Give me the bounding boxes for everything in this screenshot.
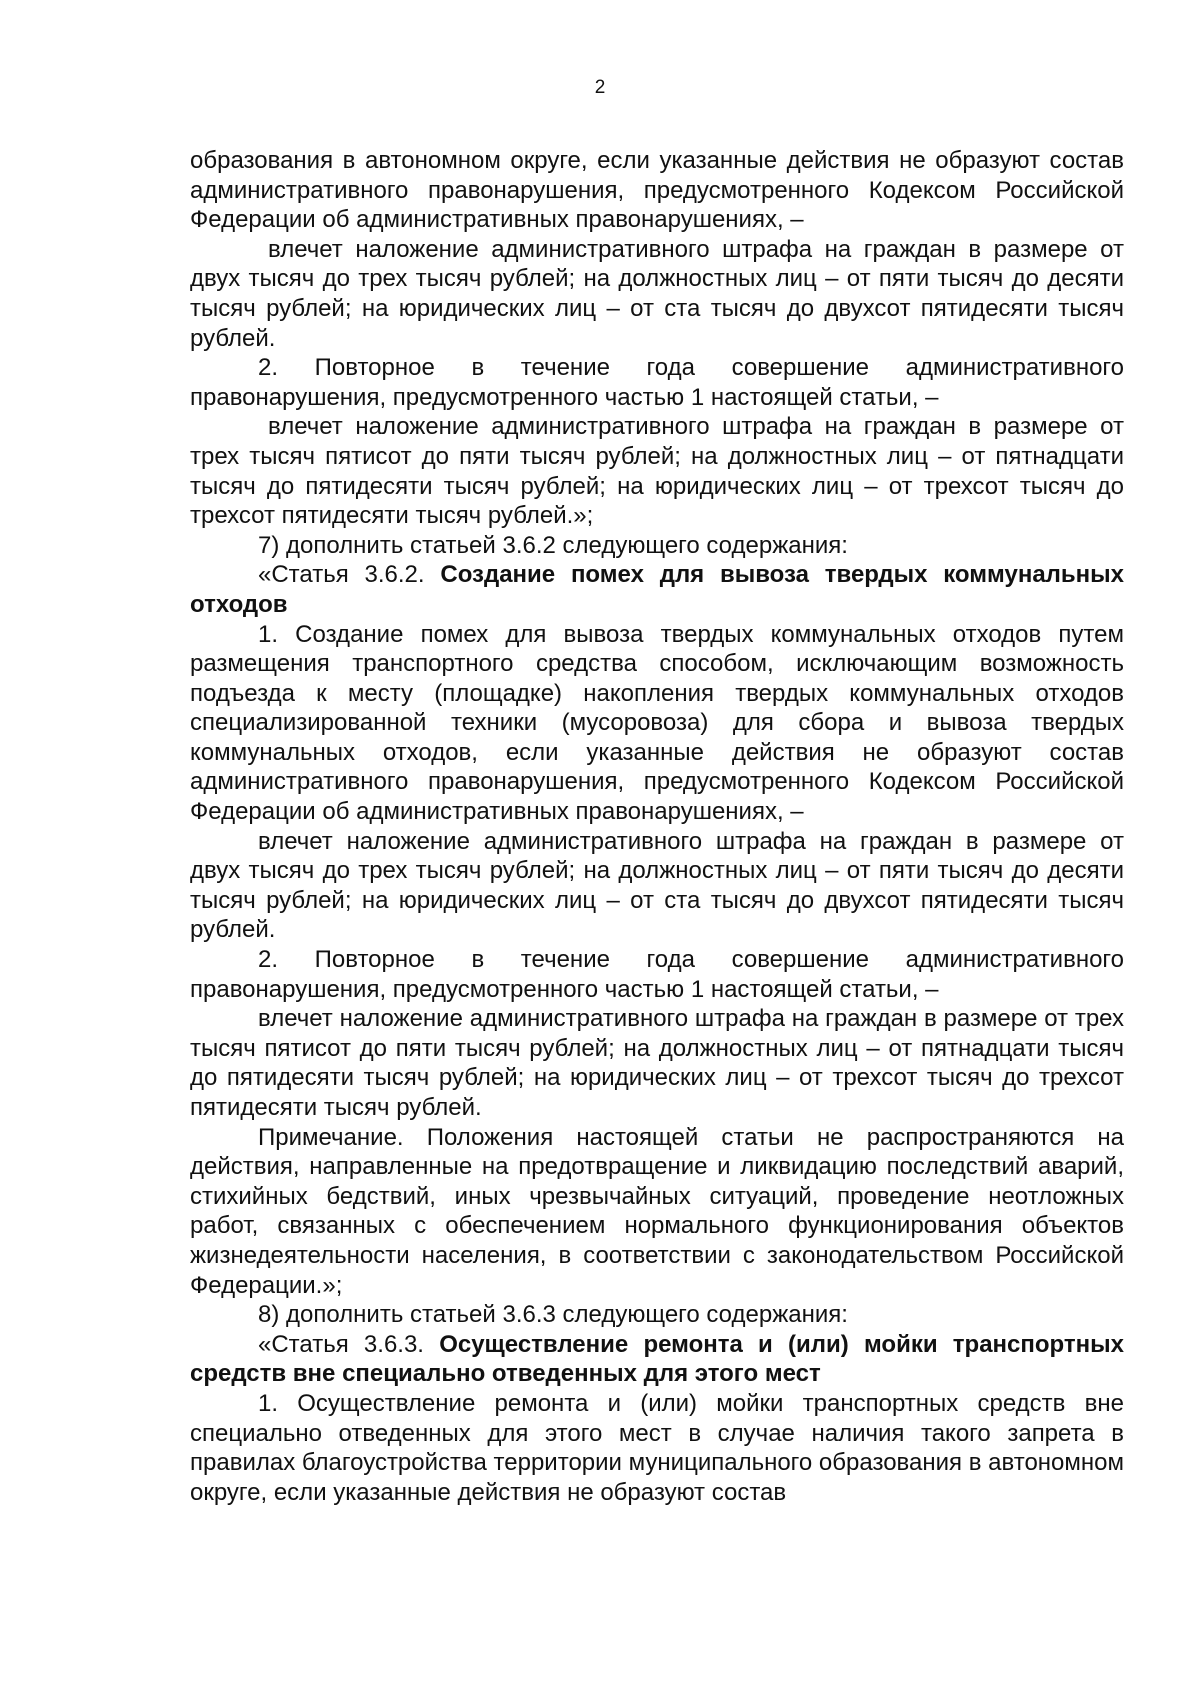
note-paragraph: Примечание. Положения настоящей статьи не распространяются на действия, направленные на предотвращение и ликвидацию последствий аварий, стихийных бедствий, иных чрезвычайных ситуаций, проведение неотложных работ, связанных с обеспечением нормального функционирования объектов жизнедеятельности населения, в соответствии с законодательством Российской Федерации.»; xyxy=(190,1123,1124,1299)
paragraph: 2. Повторное в течение года совершение административного правонарушения, предусмотренного частью 1 настоящей статьи, – xyxy=(190,354,1124,411)
article-title: Создание помех для вывоза твердых коммунальных отходов xyxy=(190,561,1124,618)
paragraph: влечет наложение административного штрафа на граждан в размере от двух тысяч до трех тысяч рублей; на должностных лиц – от пяти тысяч до десяти тысяч рублей; на юридических лиц – от ста тысяч до двухсот пятидесяти тысяч рублей. xyxy=(190,827,1124,944)
paragraph: 7) дополнить статьей 3.6.2 следующего содержания: xyxy=(258,531,848,559)
paragraph: влечет наложение административного штрафа на граждан в размере от трех тысяч пятисот до пяти тысяч рублей; на должностных лиц – от пятнадцати тысяч до пятидесяти тысяч рублей; на юридических лиц – от трехсот тысяч до трехсот пятидесяти тысяч рублей. xyxy=(190,1005,1124,1121)
paragraph: 1. Создание помех для вывоза твердых коммунальных отходов путем размещения транспортного средства способом, исключающим возможность подъезда к месту (площадке) накопления твердых коммунальных отходов специализированной техники (мусоровоза) для сбора и вывоза твердых коммунальных отходов, если указанные действия не образуют состав административного правонарушения, предусмотренного Кодексом Российской Федерации об административных правонарушениях, – xyxy=(190,620,1124,826)
paragraph: 1. Осуществление ремонта и (или) мойки транспортных средств вне специально отведенных для этого мест в случае наличия такого запрета в правилах благоустройства территории муниципального образования в автономном округе, если указанные действия не образуют состав xyxy=(190,1389,1124,1506)
paragraph: 2. Повторное в течение года совершение административного правонарушения, предусмотренного частью 1 настоящей статьи, – xyxy=(190,946,1124,1003)
paragraph: 8) дополнить статьей 3.6.3 следующего содержания: xyxy=(258,1301,848,1329)
article-number: «Статья 3.6.3. xyxy=(258,1330,440,1358)
article-title: Осуществление ремонта и (или) мойки транспортных средств вне специально отведенных для этого мест xyxy=(190,1330,1124,1388)
paragraph: влечет наложение административного штрафа на граждан в размере от трех тысяч пятисот до пяти тысяч рублей; на должностных лиц – от пятнадцати тысяч до пятидесяти тысяч рублей; на юридических лиц – от трехсот тысяч до трехсот пятидесяти тысяч рублей.»; xyxy=(190,413,1124,530)
article-heading xyxy=(190,560,1124,619)
paragraph: образования в автономном округе, если указанные действия не образуют состав административного правонарушения, предусмотренного Кодексом Российской Федерации об административных правонарушениях, – xyxy=(190,147,1124,234)
document-body xyxy=(190,146,1124,1507)
page-number: 2 xyxy=(594,77,606,98)
article-heading xyxy=(190,1330,1124,1389)
paragraph: влечет наложение административного штрафа на граждан в размере от двух тысяч до трех тысяч рублей; на должностных лиц – от пяти тысяч до десяти тысяч рублей; на юридических лиц – от ста тысяч до двухсот пятидесяти тысяч рублей. xyxy=(190,235,1124,352)
article-number: «Статья 3.6.2. xyxy=(258,561,441,589)
